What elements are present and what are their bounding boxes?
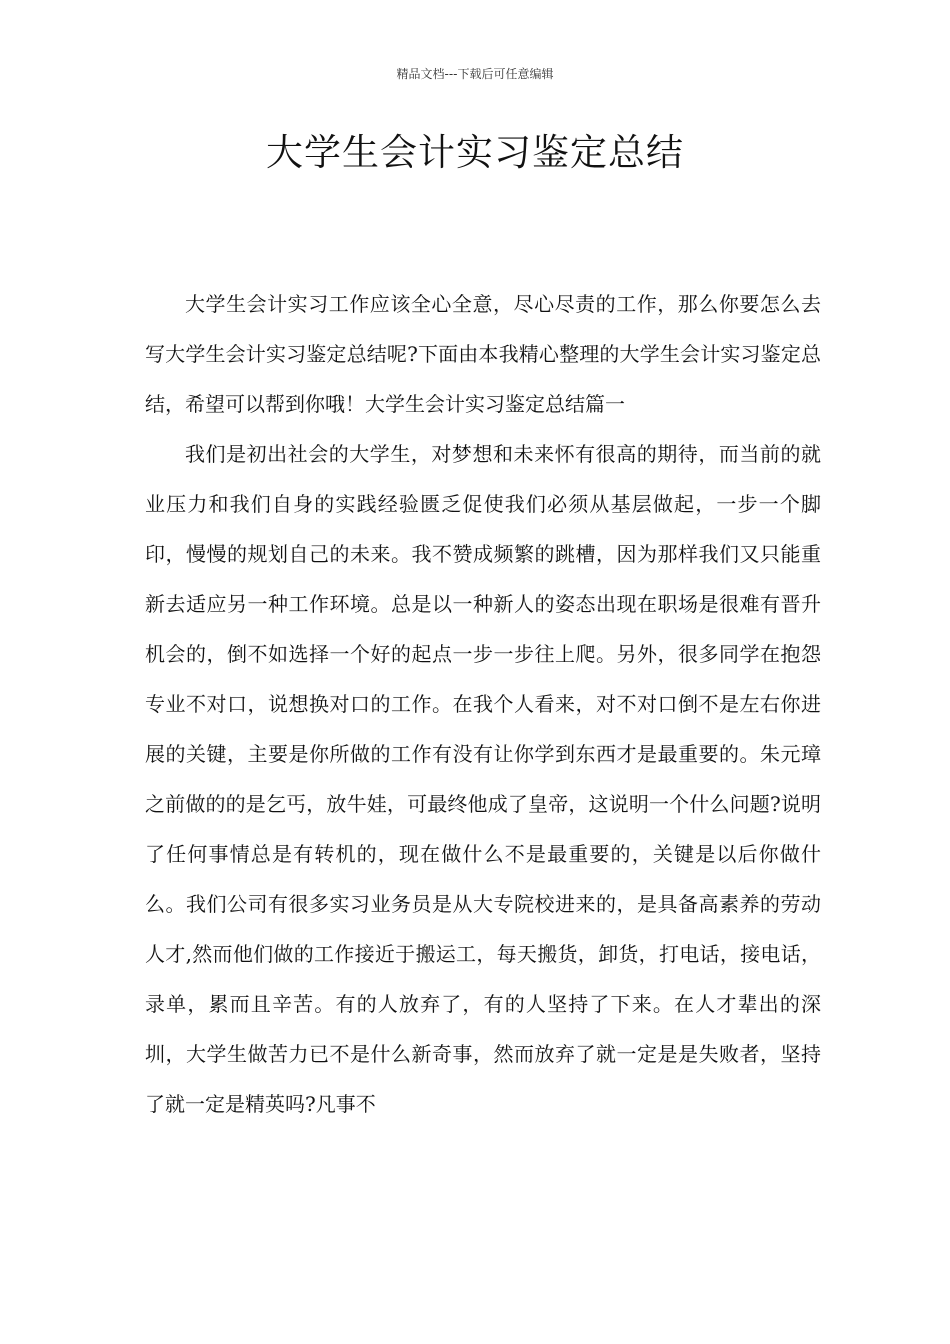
document-title: 大学生会计实习鉴定总结 — [266, 131, 684, 174]
header-note: 精品文档---下载后可任意编辑 — [396, 67, 554, 81]
body-paragraph-intro: 大学生会计实习工作应该全心全意，尽心尽责的工作，那么你要怎么去写大学生会计实习鉴定总结呢?下面由本我精心整理的大学生会计实习鉴定总结，希望可以帮到你哦！大学生会计实习鉴定总结篇一 — [145, 292, 821, 416]
document-body — [145, 279, 821, 1129]
body-paragraph-main: 我们是初出社会的大学生，对梦想和未来怀有很高的期待，而当前的就业压力和我们自身的实践经验匮乏促使我们必须从基层做起，一步一个脚印，慢慢的规划自己的未来。我不赞成频繁的跳槽，因为那样我们又只能重新去适应另一种工作环境。总是以一种新人的姿态出现在职场是很难有晋升机会的，倒不如选择一个好的起点一步一步往上爬。另外，很多同学在抱怨专业不对口，说想换对口的工作。在我个人看来，对不对口倒不是左右你进展的关键，主要是你所做的工作有没有让你学到东西才是最重要的。朱元璋之前做的的是乞丐，放牛娃，可最终他成了皇帝，这说明一个什么问题?说明了任何事情总是有转机的，现在做什么不是最重要的，关键是以后你做什么。我们公司有很多实习业务员是从大专院校进来的，是具备高素养的劳动人才,然而他们做的工作接近于搬运工，每天搬货，卸货，打电话，接电话，录单，累而且辛苦。有的人放弃了，有的人坚持了下来。在人才辈出的深圳，大学生做苦力已不是什么新奇事，然而放弃了就一定是是失败者，坚持了就一定是精英吗?凡事不 — [145, 442, 821, 1116]
